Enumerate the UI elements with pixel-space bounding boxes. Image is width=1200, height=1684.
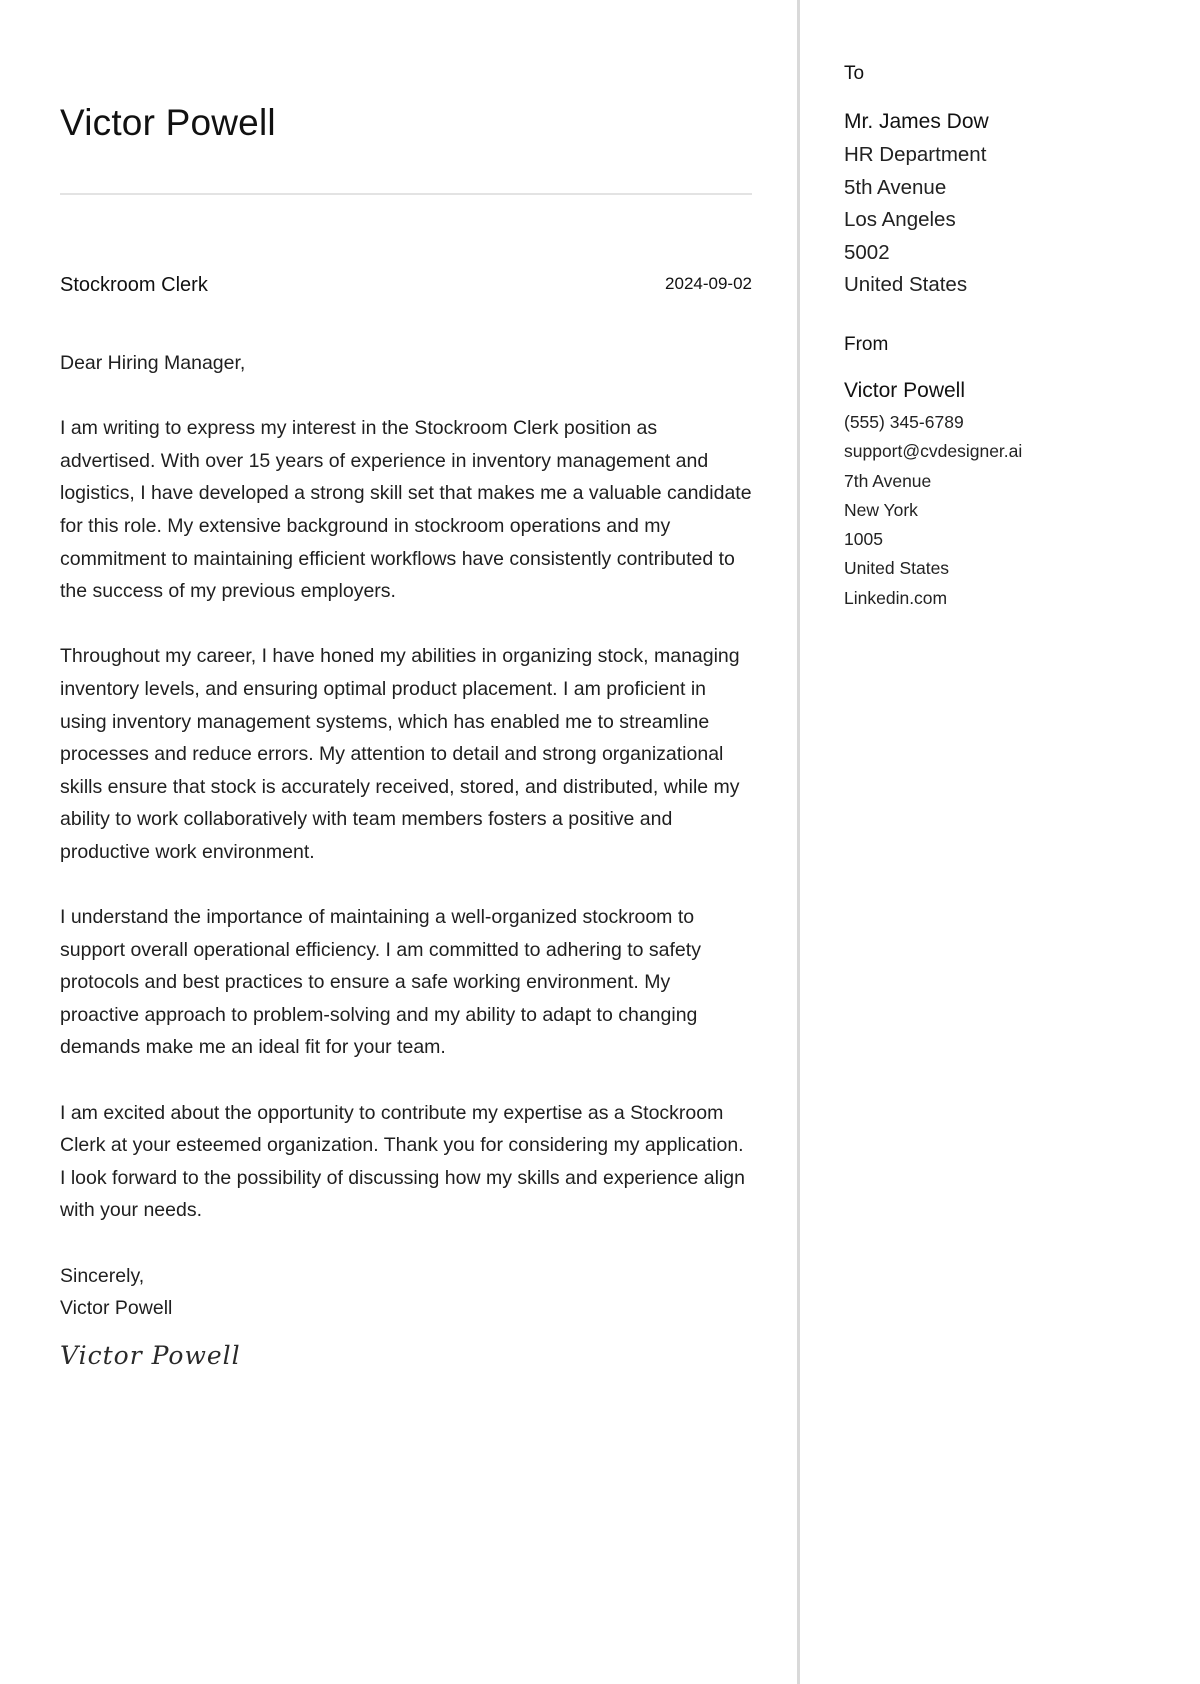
recipient-address xyxy=(844,105,989,302)
letter-paragraph: I understand the importance of maintaining a well-organized stockroom to support overall operational efficiency. I am committed to adhering to safety protocols and best practices to ensure a safe working environment. My proactive approach to problem-solving and my ability to adapt to changing demands make me an ideal fit for your team. xyxy=(60,906,701,1059)
handwritten-signature: Victor Powell xyxy=(60,1341,241,1370)
recipient-city: Los Angeles xyxy=(844,208,956,232)
salutation: Dear Hiring Manager, xyxy=(60,352,246,374)
recipient-country: United States xyxy=(844,273,968,297)
letter-body xyxy=(60,347,752,1325)
job-title: Stockroom Clerk xyxy=(60,274,208,296)
sender-contact xyxy=(844,374,1022,613)
letter-paragraph: I am excited about the opportunity to contribute my expertise as a Stockroom Clerk at your esteemed organization. Thank you for considering my application. I look forward to the possibility of discussing how my skills and experience align with your needs. xyxy=(60,1101,745,1222)
sender-country: United States xyxy=(844,558,950,579)
sender-phone: (555) 345-6789 xyxy=(844,412,964,432)
sender-city: New York xyxy=(844,499,918,520)
recipient-postal-code: 5002 xyxy=(844,240,890,264)
sender-postal-code: 1005 xyxy=(844,529,883,550)
column-divider xyxy=(797,0,800,1684)
sender-label: From xyxy=(844,334,889,355)
recipient-label: To xyxy=(844,63,865,84)
header-divider xyxy=(60,193,752,195)
closing-name: Victor Powell xyxy=(60,1297,173,1320)
recipient-name: Mr. James Dow xyxy=(844,110,989,133)
applicant-name-heading: Victor Powell xyxy=(60,102,276,143)
letter-paragraph: I am writing to express my interest in the Stockroom Clerk position as advertised. With over 15 years of experience in inventory management and logistics, I have developed a strong skill set that makes me a valuable candidate for this role. My extensive background in stockroom operations and my commitment to maintaining efficient workflows have consistently contributed to the success of my previous employers. xyxy=(60,417,752,603)
recipient-department: HR Department xyxy=(844,143,987,166)
letter-closing xyxy=(60,1260,752,1325)
sender-website: Linkedin.com xyxy=(844,587,948,608)
closing-phrase: Sincerely, xyxy=(60,1264,145,1287)
letter-paragraph: Throughout my career, I have honed my abilities in organizing stock, managing inventory levels, and ensuring optimal product placement. I am proficient in using inventory management systems, which has enabled me to streamline processes and reduce errors. My attention to detail and strong organizational skills ensure that stock is accurately received, stored, and distributed, while my ability to work collaboratively with team members fosters a positive and productive work environment. xyxy=(60,645,740,863)
sender-name: Victor Powell xyxy=(844,379,965,402)
sender-email: support@cvdesigner.ai xyxy=(844,441,1023,462)
sender-street: 7th Avenue xyxy=(844,470,932,491)
recipient-street: 5th Avenue xyxy=(844,175,947,199)
letter-date: 2024-09-02 xyxy=(665,274,752,293)
